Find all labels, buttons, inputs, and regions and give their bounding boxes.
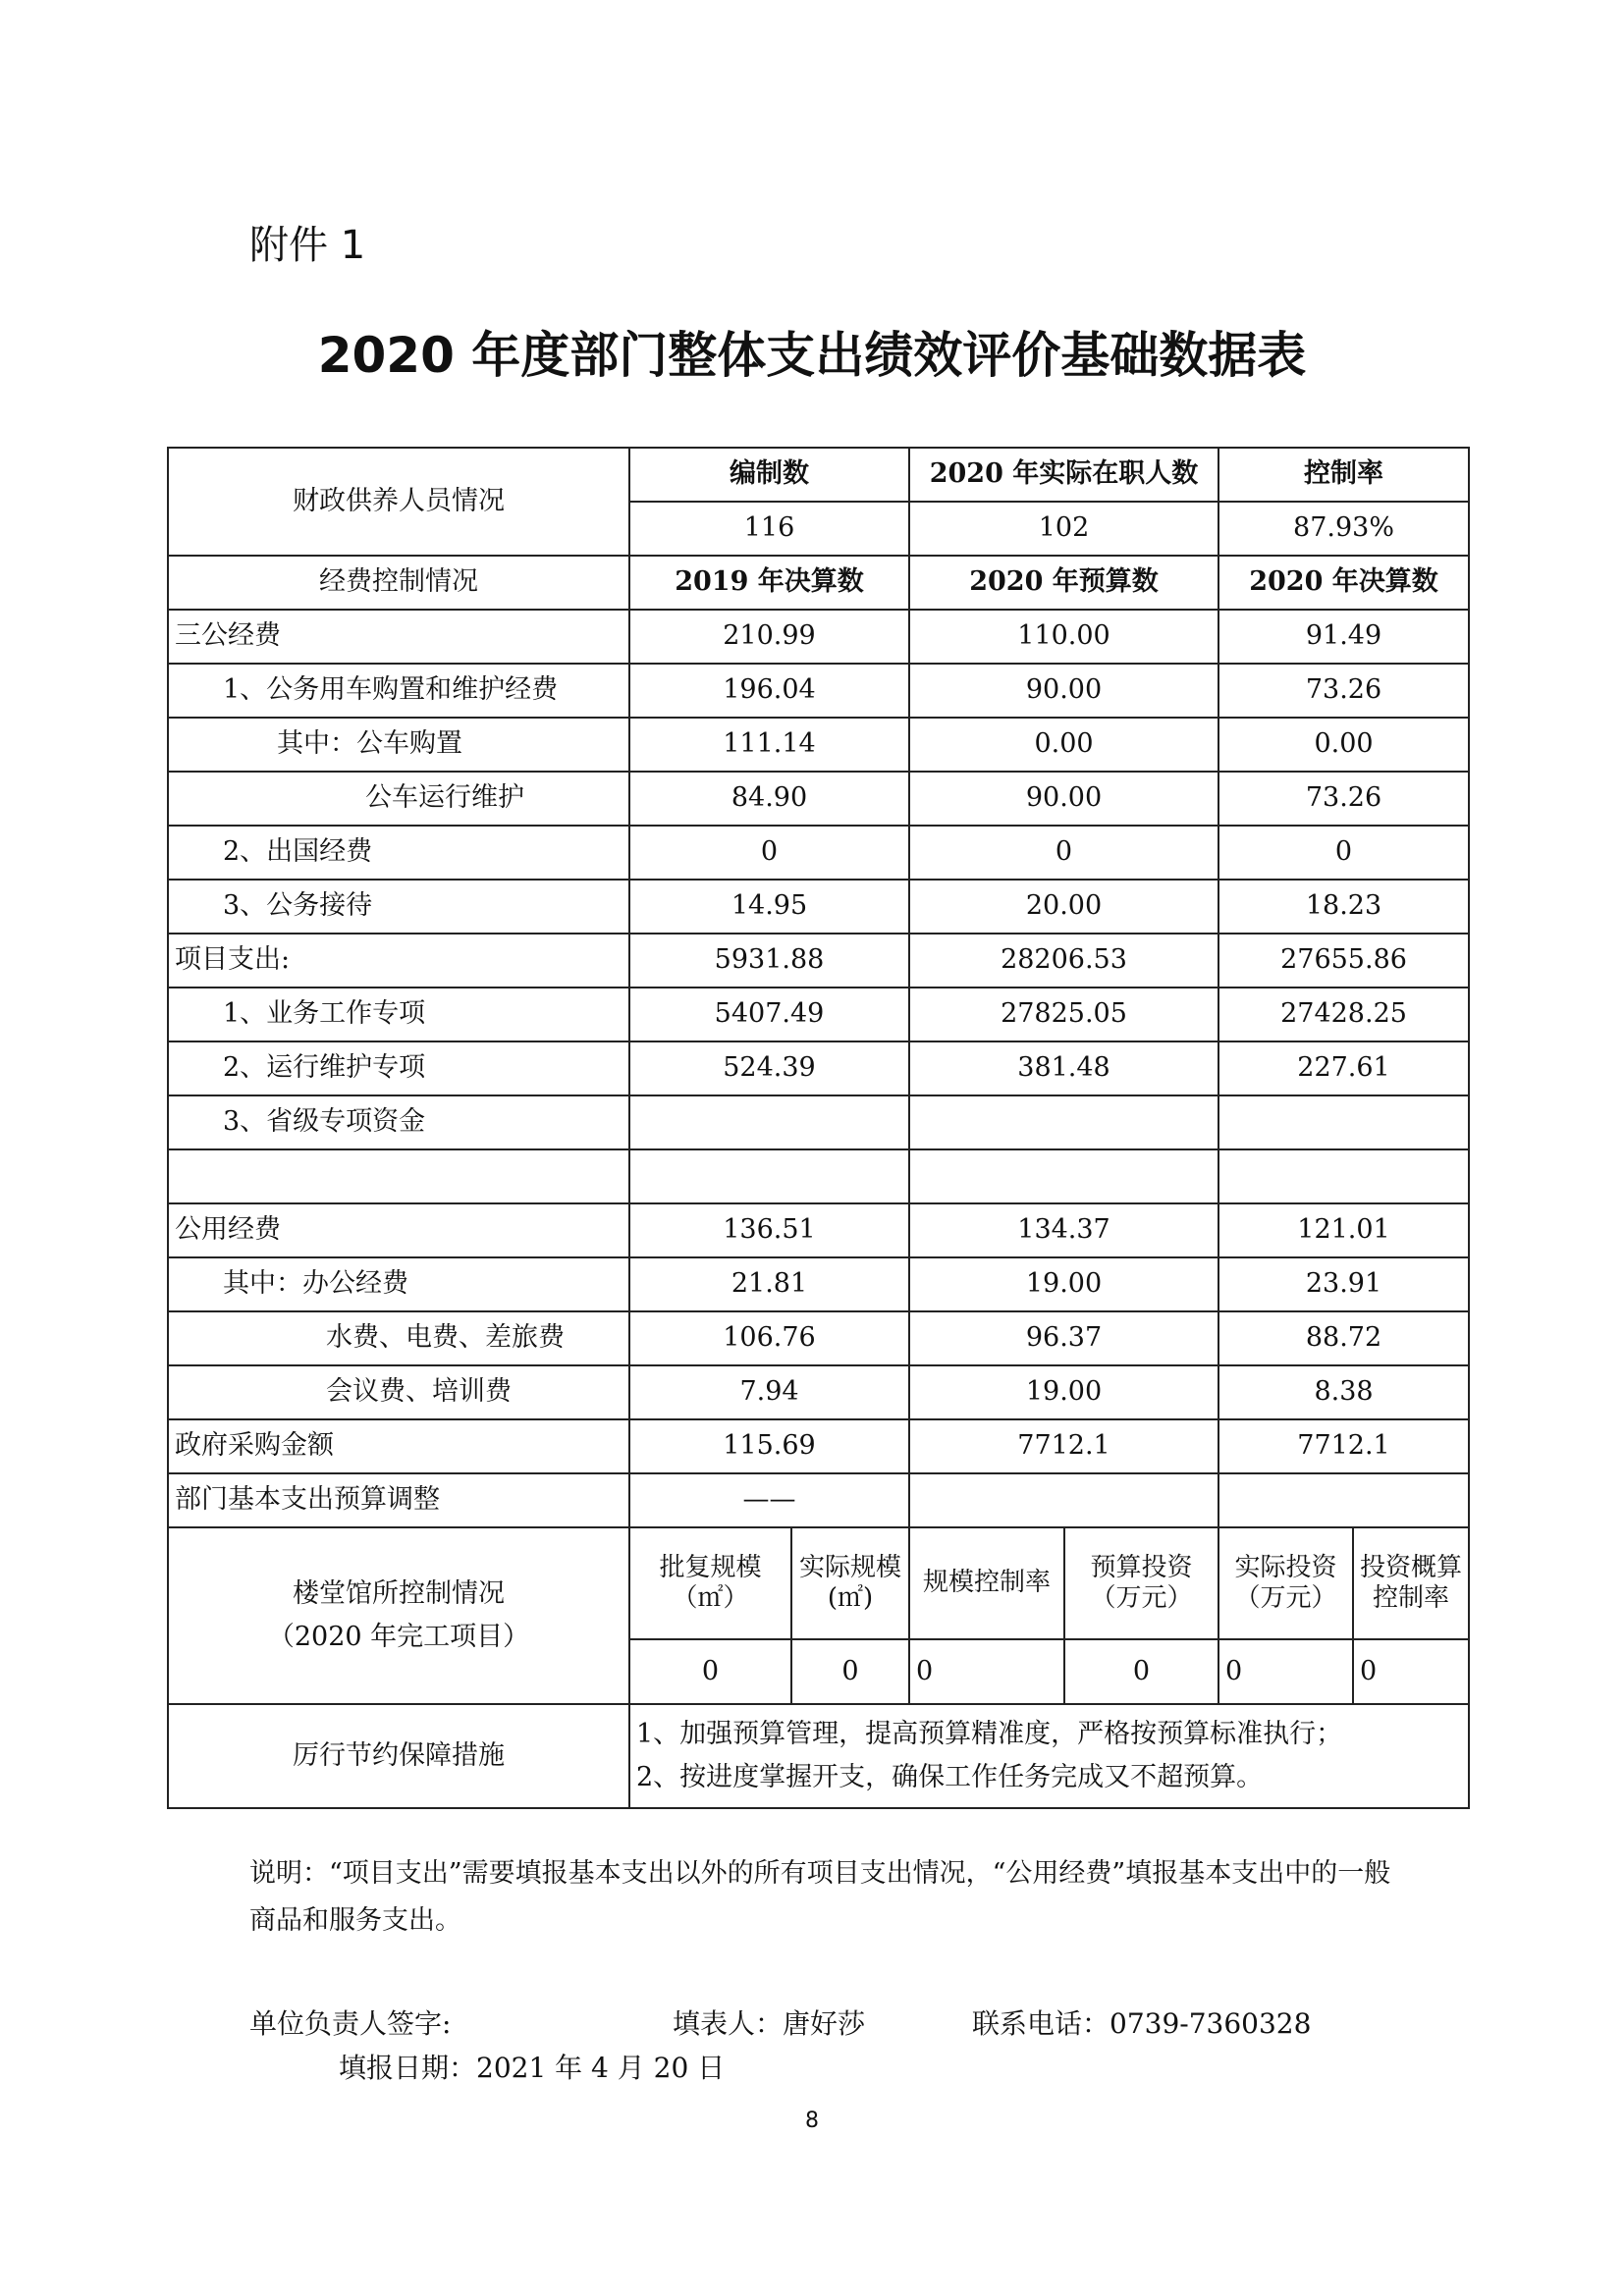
measures-label: 厉行节约保障措施: [168, 1704, 629, 1808]
row-value-2020-budget: 19.00: [909, 1257, 1218, 1311]
table-note: 说明：“项目支出”需要填报基本支出以外的所有项目支出情况，“公用经费”填报基本支出中的一般商品和服务支出。: [249, 1858, 1391, 1936]
contact-phone: 联系电话：0739-7360328: [972, 2007, 1312, 2040]
row-value-2020-budget: 110.00: [909, 610, 1218, 664]
building-label-line2: （2020 年完工项目）: [267, 1622, 530, 1652]
row-value-2020-budget: 96.37: [909, 1311, 1218, 1365]
row-label: 会议费、培训费: [168, 1365, 629, 1419]
table-row: [168, 880, 1469, 934]
row-value-2019: 7.94: [629, 1365, 909, 1419]
row-label: 2、运行维护专项: [168, 1041, 629, 1095]
staff-col-rate: 控制率: [1218, 448, 1469, 502]
row-value-2019: 524.39: [629, 1041, 909, 1095]
row-label: 部门基本支出预算调整: [168, 1473, 629, 1527]
measures-line2: 2、按进度掌握开支，确保工作任务完成又不超预算。: [636, 1762, 1264, 1792]
row-value-2020-final: 0.00: [1218, 718, 1469, 772]
row-value-2020-final: 18.23: [1218, 880, 1469, 934]
row-value-2020-final: 23.91: [1218, 1257, 1469, 1311]
row-value-2020-budget: 90.00: [909, 664, 1218, 718]
row-label: 政府采购金额: [168, 1419, 629, 1473]
table-row: [168, 1311, 1469, 1365]
building-value: 0: [1353, 1639, 1469, 1704]
staff-quota-value: 116: [629, 502, 909, 556]
funds-label: 经费控制情况: [168, 556, 629, 610]
table-row: [168, 1149, 1469, 1203]
performance-data-table: [167, 447, 1470, 1809]
row-value-2019: [629, 1095, 909, 1149]
staff-label: 财政供养人员情况: [168, 448, 629, 556]
building-value: 0: [791, 1639, 909, 1704]
table-row: [168, 1257, 1469, 1311]
row-label: 1、公务用车购置和维护经费: [168, 664, 629, 718]
row-value-2020-budget: 0.00: [909, 718, 1218, 772]
row-value-2020-final: 88.72: [1218, 1311, 1469, 1365]
table-row: [168, 934, 1469, 988]
row-value-2019: 115.69: [629, 1419, 909, 1473]
row-value-2020-final: 7712.1: [1218, 1419, 1469, 1473]
staff-actual-value: 102: [909, 502, 1218, 556]
row-value-2019: 136.51: [629, 1203, 909, 1257]
table-row: [168, 826, 1469, 880]
row-value-2020-budget: 381.48: [909, 1041, 1218, 1095]
measures-content: [629, 1704, 1469, 1808]
building-col-approved-scale: 批复规模（㎡）: [629, 1527, 791, 1639]
row-label: 三公经费: [168, 610, 629, 664]
row-value-2020-budget: 7712.1: [909, 1419, 1218, 1473]
funds-col-2020-budget: 2020 年预算数: [909, 556, 1218, 610]
row-value-2019: 14.95: [629, 880, 909, 934]
row-value-2020-final: 73.26: [1218, 664, 1469, 718]
building-col-scale-rate: 规模控制率: [909, 1527, 1064, 1639]
row-value-2020-final: 91.49: [1218, 610, 1469, 664]
building-col-actual-scale: 实际规模(㎡): [791, 1527, 909, 1639]
row-value-2020-budget: [909, 1473, 1218, 1527]
row-value-2020-final: 27428.25: [1218, 988, 1469, 1041]
table-row: [168, 1203, 1469, 1257]
row-value-2019: ——: [629, 1473, 909, 1527]
table-row: [168, 1095, 1469, 1149]
row-value-2019: [629, 1149, 909, 1203]
row-value-2020-budget: 0: [909, 826, 1218, 880]
staff-rate-value: 87.93%: [1218, 502, 1469, 556]
row-label: 项目支出:: [168, 934, 629, 988]
table-row: [168, 664, 1469, 718]
row-value-2019: 210.99: [629, 610, 909, 664]
row-value-2019: 111.14: [629, 718, 909, 772]
staff-col-quota: 编制数: [629, 448, 909, 502]
page-number: 8: [805, 2109, 819, 2133]
table-row: [168, 772, 1469, 826]
building-col-invest-rate: 投资概算控制率: [1353, 1527, 1469, 1639]
building-label-line1: 楼堂馆所控制情况: [293, 1578, 505, 1609]
funds-col-2019-final: 2019 年决算数: [629, 556, 909, 610]
building-value: 0: [629, 1639, 791, 1704]
table-row: [168, 1419, 1469, 1473]
row-value-2020-budget: [909, 1095, 1218, 1149]
table-row: [168, 1473, 1469, 1527]
row-label: 其中：办公经费: [168, 1257, 629, 1311]
row-value-2020-final: 27655.86: [1218, 934, 1469, 988]
row-value-2019: 196.04: [629, 664, 909, 718]
table-row: [168, 1041, 1469, 1095]
row-value-2019: 5407.49: [629, 988, 909, 1041]
row-label: 2、出国经费: [168, 826, 629, 880]
row-value-2020-final: [1218, 1149, 1469, 1203]
staff-col-actual: 2020 年实际在职人数: [909, 448, 1218, 502]
table-row: [168, 718, 1469, 772]
fill-date: 填报日期：2021 年 4 月 20 日: [339, 2052, 726, 2084]
row-value-2020-budget: 27825.05: [909, 988, 1218, 1041]
filler-name: 填表人：唐好莎: [673, 2007, 866, 2040]
row-value-2019: 5931.88: [629, 934, 909, 988]
measures-row: [168, 1704, 1469, 1808]
row-value-2019: 84.90: [629, 772, 909, 826]
row-label: 公车运行维护: [168, 772, 629, 826]
row-label: 其中：公车购置: [168, 718, 629, 772]
building-header-row: [168, 1527, 1469, 1639]
funds-col-2020-final: 2020 年决算数: [1218, 556, 1469, 610]
row-value-2020-final: 227.61: [1218, 1041, 1469, 1095]
attachment-label: 附件 1: [249, 223, 366, 268]
row-value-2020-final: 0: [1218, 826, 1469, 880]
row-value-2019: 0: [629, 826, 909, 880]
building-value: 0: [1218, 1639, 1353, 1704]
staff-header-row: [168, 448, 1469, 502]
row-label: 3、省级专项资金: [168, 1095, 629, 1149]
row-label: 3、公务接待: [168, 880, 629, 934]
row-value-2020-final: [1218, 1095, 1469, 1149]
row-label: 公用经费: [168, 1203, 629, 1257]
building-col-actual-invest: 实际投资（万元）: [1218, 1527, 1353, 1639]
row-value-2019: 21.81: [629, 1257, 909, 1311]
row-value-2020-budget: [909, 1149, 1218, 1203]
row-value-2020-final: [1218, 1473, 1469, 1527]
building-col-budget-invest: 预算投资（万元）: [1064, 1527, 1218, 1639]
table-row: [168, 988, 1469, 1041]
building-label: [168, 1527, 629, 1704]
building-value: 0: [1064, 1639, 1218, 1704]
funds-header-row: [168, 556, 1469, 610]
row-value-2020-final: 121.01: [1218, 1203, 1469, 1257]
row-value-2020-budget: 20.00: [909, 880, 1218, 934]
row-label: [168, 1149, 629, 1203]
row-value-2020-budget: 28206.53: [909, 934, 1218, 988]
row-value-2020-budget: 134.37: [909, 1203, 1218, 1257]
table-row: [168, 1365, 1469, 1419]
row-value-2019: 106.76: [629, 1311, 909, 1365]
page-title: 2020 年度部门整体支出绩效评价基础数据表: [317, 327, 1307, 384]
row-value-2020-final: 73.26: [1218, 772, 1469, 826]
table-row: [168, 610, 1469, 664]
row-label: 水费、电费、差旅费: [168, 1311, 629, 1365]
signature-label: 单位负责人签字:: [249, 2007, 452, 2040]
measures-line1: 1、加强预算管理，提高预算精准度，严格按预算标准执行；: [636, 1719, 1343, 1749]
row-label: 1、业务工作专项: [168, 988, 629, 1041]
building-value: 0: [909, 1639, 1064, 1704]
row-value-2020-budget: 19.00: [909, 1365, 1218, 1419]
row-value-2020-final: 8.38: [1218, 1365, 1469, 1419]
row-value-2020-budget: 90.00: [909, 772, 1218, 826]
